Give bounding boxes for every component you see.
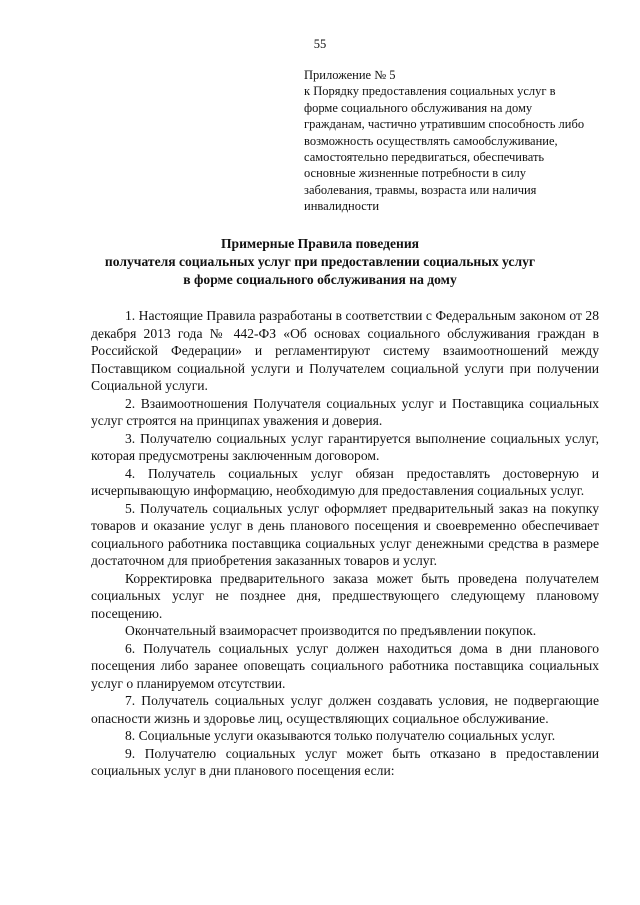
annex-line: форме социального обслуживания на дому: [304, 100, 533, 115]
annex-line: гражданам, частично утратившим способность либо: [304, 117, 585, 132]
title-line: Примерные Правила поведения: [220, 236, 420, 251]
annex-line: к Порядку предоставления социальных услуг в: [304, 84, 556, 99]
annex-line: заболевания, травмы, возраста или наличия: [304, 182, 537, 197]
annex-line: инвалидности: [304, 199, 380, 214]
title-line: в форме социального обслуживания на дому: [183, 272, 457, 287]
rule-paragraph: 3. Получателю социальных услуг гарантируется выполнение социальных услуг, которая предусмотрены заключенным договором.: [91, 430, 599, 463]
rule-paragraph: 5. Получатель социальных услуг оформляет предварительный заказ на покупку товаров и оказание услуг в день планового посещения и своевременно обеспечивает социального работника поставщика социальных услуг денежными средства в размере достаточном для приобретения заказанных товаров и услуг.: [91, 500, 599, 568]
rule-paragraph: 1. Настоящие Правила разработаны в соответствии с Федеральным законом от 28 декабря 2013 года № 442-ФЗ «Об основах социального обслуживания граждан в Российской Федерации» и регламентируют систему взаимоотношений между Поставщиком социальной услуги и Получателем социальной услуги при получении Социальной услуги.: [91, 308, 599, 393]
rule-paragraph: 6. Получатель социальных услуг должен находиться дома в дни планового посещения либо заранее оповещать социального работника поставщика социальных услуг о планируемом отсутствии.: [91, 640, 599, 691]
rule-paragraph: 4. Получатель социальных услуг обязан предоставлять достоверную и исчерпывающую информацию, необходимую для предоставления социальных услуг.: [91, 465, 599, 498]
title-line: получателя социальных услуг при предоставлении социальных услуг: [104, 254, 536, 269]
annex-line: возможность осуществлять самообслуживание,: [304, 133, 558, 148]
rule-paragraph: 7. Получатель социальных услуг должен создавать условия, не подвергающие опасности жизнь и здоровье лиц, осуществляющих социальное обслуживание.: [91, 693, 599, 726]
rule-paragraph: 9. Получателю социальных услуг может быть отказано в предоставлении социальных услуг в дни планового посещения если:: [91, 745, 599, 778]
rule-paragraph: 2. Взаимоотношения Получателя социальных услуг и Поставщика социальных услуг строятся на принципах уважения и доверия.: [91, 395, 599, 428]
rule-paragraph: Окончательный взаиморасчет производится по предъявлении покупок.: [125, 623, 537, 638]
annex-line: самостоятельно передвигаться, обеспечивать: [304, 150, 545, 165]
rules-body: [91, 307, 599, 780]
rule-paragraph: 8. Социальные услуги оказываются только получателю социальных услуг.: [125, 728, 556, 743]
document-title: [0, 235, 640, 289]
annex-header: [304, 67, 604, 215]
annex-line: основные жизненные потребности в силу: [304, 166, 527, 181]
rule-paragraph: Корректировка предварительного заказа может быть проведена получателем социальных услуг не позднее дня, предшествующего следующему плановому посещению.: [91, 570, 599, 621]
annex-line: Приложение № 5: [304, 68, 396, 82]
page-number: 55: [313, 37, 327, 51]
